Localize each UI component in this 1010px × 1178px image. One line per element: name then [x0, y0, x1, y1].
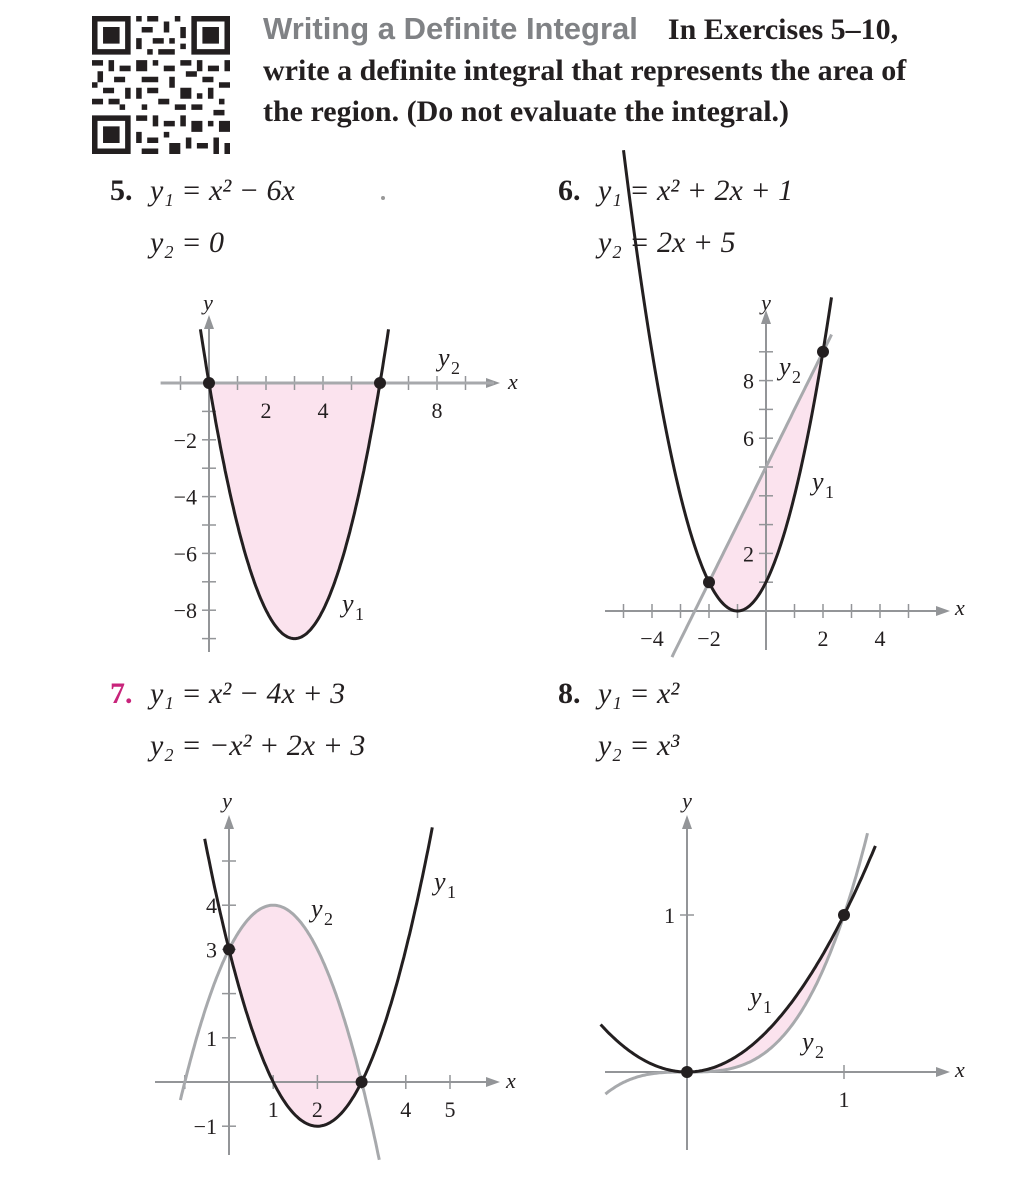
- series-label-y1-subscript: 1: [447, 882, 456, 902]
- section-title: Writing a Definite Integral: [263, 11, 638, 46]
- y-tick-label: 3: [206, 937, 217, 963]
- header-line-3: the region. (Do not evaluate the integral.): [263, 95, 790, 128]
- y-tick-label: 2: [743, 541, 754, 567]
- series-label-y1-subscript: 1: [825, 482, 834, 502]
- y-axis-label: y: [761, 290, 771, 315]
- y-tick-label: −2: [173, 427, 197, 453]
- series-label-y2: [799, 1027, 824, 1062]
- series-label-y2-subscript: 2: [324, 909, 333, 929]
- series-label-y2-text: y: [779, 352, 791, 381]
- equation-y2: y₂ = 2x + 5: [598, 226, 736, 259]
- series-label-y1-subscript: 1: [763, 997, 772, 1017]
- x-axis-label: x: [955, 595, 965, 620]
- series-label-y1-subscript: 1: [355, 604, 364, 624]
- x-tick-label: 2: [311, 1097, 323, 1122]
- intersection-point: [681, 1066, 693, 1078]
- y-axis-label: y: [222, 788, 232, 813]
- y-tick-label: 4: [206, 893, 217, 919]
- x-tick-label: 8: [431, 398, 443, 423]
- exercise-number: 6.: [558, 174, 581, 207]
- series-label-y2-text: y: [802, 1027, 814, 1056]
- x-tick-label: 2: [817, 626, 829, 651]
- exercise-number: 7.: [110, 677, 133, 710]
- x-tick-label: 4: [317, 398, 329, 423]
- series-label-y1-text: y: [812, 467, 824, 496]
- series-label-y2-subscript: 2: [451, 358, 460, 378]
- y-tick-label: 1: [206, 1025, 217, 1051]
- header-line-1: In Exercises 5–10,: [667, 13, 899, 46]
- equation-y1: y₁ = x² − 4x + 3: [150, 677, 346, 710]
- equation-y1: y₁ = x² + 2x + 1: [598, 174, 794, 207]
- x-axis-label: x: [508, 369, 518, 394]
- x-tick-label: 1: [267, 1097, 279, 1122]
- series-label-y2-subscript: 2: [792, 367, 801, 387]
- equation-y2: y₂ = 0: [150, 226, 224, 259]
- y-axis-label: y: [203, 290, 213, 315]
- exercise-number: 5.: [110, 174, 133, 207]
- series-label-y1-text: y: [434, 867, 446, 896]
- x-tick-label: −2: [697, 626, 721, 651]
- y-tick-label: −6: [173, 541, 197, 567]
- series-label-y2-text: y: [311, 894, 323, 923]
- y-axis-arrow: [682, 815, 692, 829]
- curve-y1: [601, 846, 876, 1072]
- equation-y1: y₁ = x² − 6x: [150, 174, 295, 207]
- y-tick-label: −1: [193, 1114, 217, 1140]
- series-label-y1: [747, 982, 772, 1017]
- x-tick-label: 4: [400, 1097, 412, 1122]
- series-label-y2-text: y: [438, 343, 450, 372]
- series-label-y1-text: y: [750, 982, 762, 1011]
- y-tick-label: 8: [743, 368, 754, 394]
- equation-y2: y₂ = x³: [598, 729, 680, 762]
- x-tick-label: 4: [874, 626, 886, 651]
- exercise-number: 8.: [558, 677, 581, 710]
- y-tick-label: −8: [173, 598, 197, 624]
- y-tick-label: 6: [743, 426, 754, 452]
- x-axis-label: x: [955, 1057, 965, 1082]
- x-axis-arrow: [936, 1067, 950, 1077]
- x-tick-label: 5: [444, 1097, 456, 1122]
- y-tick-label: −4: [173, 484, 197, 510]
- series-label-y2-subscript: 2: [815, 1042, 824, 1062]
- y-axis-label: y: [682, 788, 692, 813]
- x-tick-label: 2: [260, 398, 272, 423]
- equation-y1: y₁ = x²: [598, 677, 680, 710]
- x-tick-label: −4: [640, 626, 664, 651]
- x-tick-label: 1: [838, 1087, 850, 1112]
- x-axis-label: x: [506, 1068, 516, 1093]
- y-tick-label: 1: [664, 903, 675, 928]
- header-line-2: write a definite integral that represents the area of: [263, 54, 907, 87]
- intersection-point: [838, 909, 850, 921]
- series-label-y1-text: y: [342, 589, 354, 618]
- equation-y2: y₂ = −x² + 2x + 3: [150, 729, 366, 762]
